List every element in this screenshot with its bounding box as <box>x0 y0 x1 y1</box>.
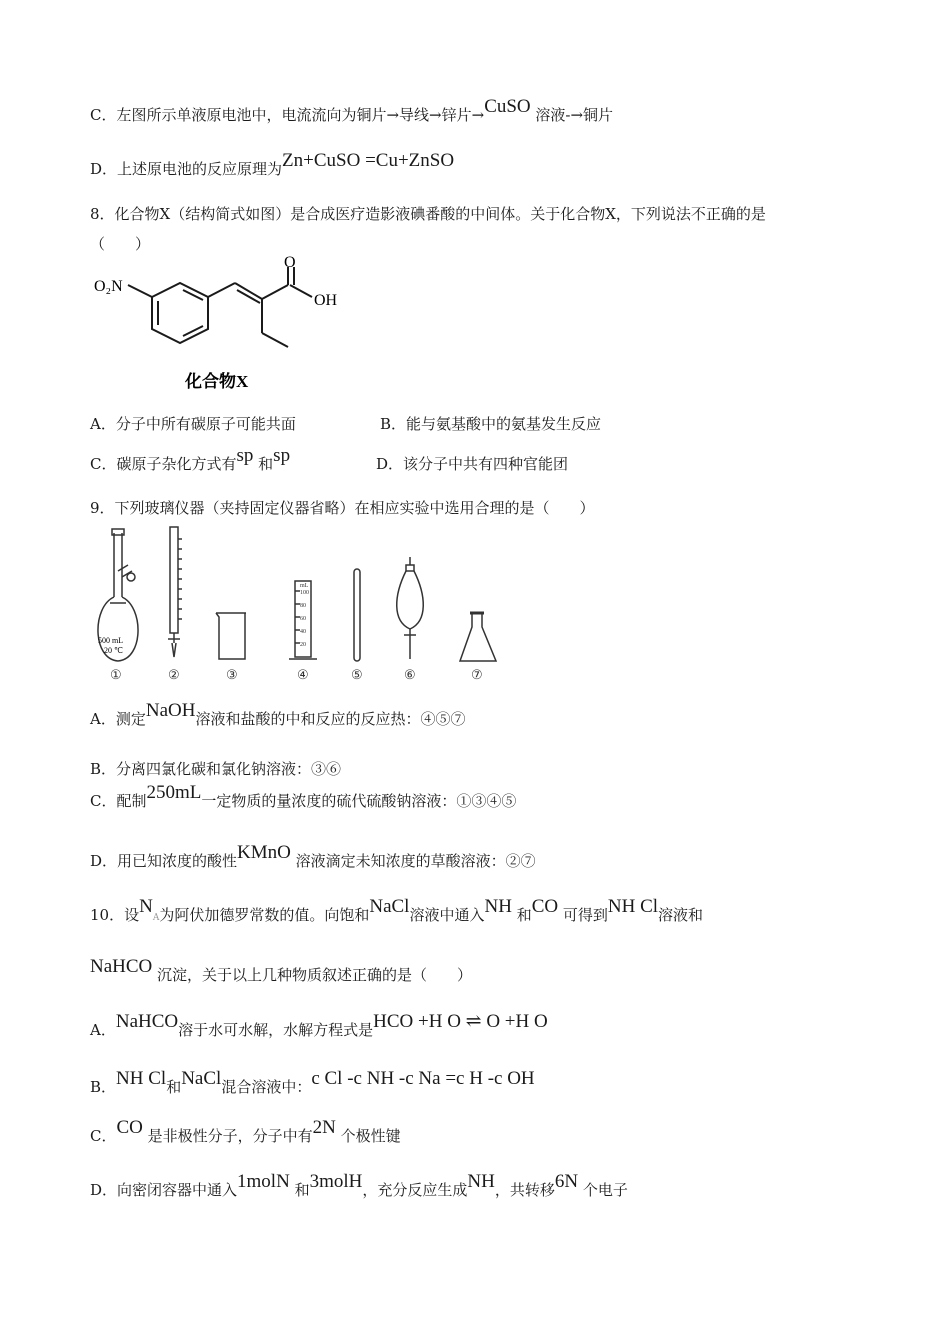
formula: Zn+CuSO =Cu+ZnSO <box>282 150 455 171</box>
formula: 250mL <box>146 782 202 803</box>
q7-option-d: D．上述原电池的反应原理为Zn+CuSO =Cu+ZnSO <box>90 150 455 178</box>
formula: CuSO <box>484 96 531 117</box>
formula: NH Cl <box>607 896 659 917</box>
glassware-number: ⑥ <box>404 667 416 682</box>
flask-volume-label: 500 mL <box>98 636 124 645</box>
formula: NH <box>467 1171 495 1192</box>
cyl-tick-label: 40 <box>300 629 306 635</box>
glassware-number: ③ <box>226 667 238 682</box>
burette <box>168 527 182 657</box>
formula: CO <box>116 1117 143 1138</box>
formula: NaHCO <box>90 956 153 977</box>
formula: HCO +H O ⇌ O +H O <box>373 1011 548 1032</box>
glassware-number: ④ <box>297 667 309 682</box>
formula: NH Cl <box>116 1068 167 1089</box>
q10-option-b: B．NH Cl和NaCl混合溶液中：c Cl -c NH -c Na =c H -c OH <box>90 1068 535 1096</box>
q9-option-d: D．用已知浓度的酸性KMnO 溶液滴定未知浓度的草酸溶液：②⑦ <box>90 842 536 870</box>
q9-stem: 9．下列玻璃仪器（夹持固定仪器省略）在相应实验中选用合理的是（ ） <box>90 499 595 517</box>
q8-stem: 8．化合物X（结构简式如图）是合成医疗造影液碘番酸的中间体。关于化合物X，下列说法不正确的是 <box>90 205 766 223</box>
q10-option-c: C．CO 是非极性分子，分子中有2N 个极性键 <box>90 1117 401 1145</box>
cyl-tick-label: 80 <box>300 603 306 609</box>
q8-option-a: A．分子中所有碳原子可能共面 <box>90 415 296 433</box>
conical-flask <box>460 613 496 661</box>
formula: N <box>139 896 153 917</box>
cyl-tick-label: 20 <box>300 642 306 648</box>
q10-stem-line1: 10．设NA为阿伏加德罗常数的值。向饱和NaCl溶液中通入NH 和CO 可得到NH Cl溶液和 <box>90 896 704 924</box>
formula: sp <box>273 445 291 466</box>
glass-rod <box>354 569 360 661</box>
q7-option-c: C．左图所示单液原电池中，电流流向为铜片→导线→锌片→CuSO 溶液-→铜片 <box>90 96 614 124</box>
glassware-number: ② <box>168 667 180 682</box>
figure-caption: 化合物X <box>185 372 249 391</box>
beaker <box>216 613 246 659</box>
q9-option-c: C．配制250mL一定物质的量浓度的硫代硫酸钠溶液：①③④⑤ <box>90 782 517 810</box>
q8-paren: （ ） <box>90 235 151 253</box>
cyl-tick-label: 60 <box>300 616 306 622</box>
glassware-figure <box>88 525 508 685</box>
oh-label: OH <box>314 292 338 309</box>
formula: NaOH <box>145 700 196 721</box>
formula: KMnO <box>237 842 291 863</box>
glassware-number: ① <box>110 667 122 682</box>
formula: 6N <box>554 1171 579 1192</box>
cyl-tick-label: 100 <box>300 590 309 596</box>
flask-temp-label: 20 ℃ <box>104 646 123 655</box>
q9-option-b: B．分离四氯化碳和氯化钠溶液：③⑥ <box>90 760 342 778</box>
q9-option-a: A．测定NaOH溶液和盐酸的中和反应的反应热：④⑤⑦ <box>90 700 466 728</box>
glassware-number: ⑤ <box>351 667 363 682</box>
q8-option-c: C．碳原子杂化方式有sp 和sp <box>90 445 291 473</box>
formula: NH <box>484 896 512 917</box>
q10-option-a: A．NaHCO溶于水可水解，水解方程式是HCO +H O ⇌ O +H O <box>90 1011 548 1039</box>
o2n-label: O₂N <box>94 278 123 295</box>
q8-option-b: B．能与氨基酸中的氨基发生反应 <box>380 415 602 433</box>
q10-option-d: D．向密闭容器中通入1molN 和3molH，充分反应生成NH，共转移6N 个电子 <box>90 1171 628 1199</box>
cyl-tick-label: mL <box>300 583 309 589</box>
formula: sp <box>236 445 254 466</box>
compound-x-structure <box>90 255 360 395</box>
formula: NaCl <box>369 896 410 917</box>
glassware-number: ⑦ <box>471 667 483 682</box>
oxygen-label: O <box>284 255 296 271</box>
formula: NaCl <box>181 1068 222 1089</box>
formula: 2N <box>312 1117 336 1138</box>
formula: 3molH <box>309 1171 363 1192</box>
separatory-funnel <box>397 557 424 659</box>
q10-stem-line2: NaHCO 沉淀，关于以上几种物质叙述正确的是（ ） <box>90 956 473 984</box>
formula: CO <box>531 896 559 917</box>
formula: 1molN <box>237 1171 290 1192</box>
q8-option-d: D．该分子中共有四种官能团 <box>376 455 569 473</box>
formula: NaHCO <box>115 1011 179 1032</box>
formula: c Cl -c NH -c Na =c H -c OH <box>311 1068 535 1089</box>
